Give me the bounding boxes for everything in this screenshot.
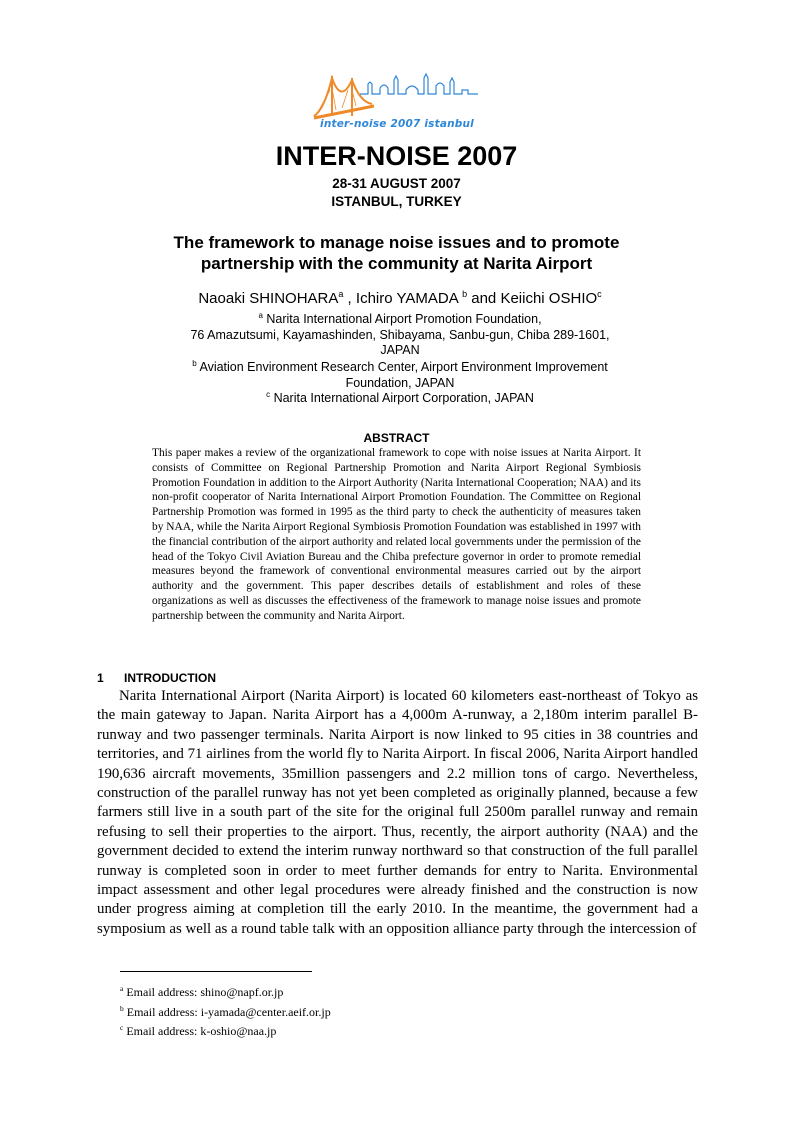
abstract-text: This paper makes a review of the organizational framework to cope with noise issues at Narita Airport. It consists of Committee on Regional Partnership Promotion and Narita Airport Regional Symbiosis Promotion Foundation in addition to the Airport Authority (Narita International Cooperation; NAA) and its non-profit cooperator of Narita International Airport Promotion Foundation. The Committee on Regional Partnership Promotion was formed in 1995 as the third party to check the authenticity of measures taken by NAA, while the Narita Airport Regional Symbiosis Promotion Foundation was established in 1997 with the financial contribution of the airport authority and related local governments under the permission of the head of the Tokyo Civil Aviation Bureau and the Chiba prefecture governor in order to promote remedial measures beyond the framework of conventional environmental measures carried out by the airport authority and the government. This paper describes details of establishment and roles of these organizations as well as discusses the effectiveness of the framework to manage noise issues and promote partnership between the community and Narita Airport. [152, 447, 641, 622]
author-separator: and [467, 290, 501, 307]
affiliation-a [100, 308, 700, 359]
bridge-graphic [314, 76, 374, 118]
footnote [120, 981, 520, 1001]
affiliation-line: JAPAN [380, 343, 420, 358]
affiliation-mark: b [192, 359, 197, 368]
footnote-text: Email address: i-yamada@center.aeif.or.jp [126, 1004, 331, 1019]
paper-title [120, 232, 673, 274]
affiliation-line: Narita International Airport Corporation, JAPAN [273, 391, 534, 406]
footnote-divider [120, 971, 312, 972]
paper-title-line: partnership with the community at Narita Airport [200, 254, 593, 273]
section-number: 1 [97, 671, 104, 685]
footnote-text: Email address: shino@napf.or.jp [126, 985, 284, 999]
affiliation-mark: a [258, 311, 263, 320]
section-heading [97, 671, 216, 685]
affiliation-line: 76 Amazutsumi, Kayamashinden, Shibayama, Sanbu-gun, Chiba 289-1601, [190, 327, 610, 342]
conference-date: 28-31 AUGUST 2007 [332, 176, 461, 191]
author-mark: b [462, 289, 468, 299]
footnote [120, 1020, 520, 1040]
author-list [100, 289, 700, 307]
paper-title-line: The framework to manage noise issues and to promote [173, 233, 620, 252]
affiliation-mark: c [266, 390, 271, 399]
logo-caption: inter-noise 2007 istanbul [320, 118, 474, 130]
affiliation-line: Foundation, JAPAN [345, 375, 455, 390]
footnotes [120, 981, 520, 1040]
affiliation-c [100, 387, 700, 407]
author-name: Keiichi OSHIO [500, 290, 598, 307]
conference-title: INTER-NOISE 2007 [275, 141, 518, 171]
author-name: Naoaki SHINOHARA [198, 290, 339, 307]
section-body-text: Narita International Airport (Narita Airport) is located 60 kilometers east-northeast of Tokyo as the main gateway to Japan. Narita Airport has a 4,000m A-runway, a 2,180m interim parallel B-runway and two passenger terminals. Narita Airport is now linked to 95 cities in 38 countries and territories, and 71 airlines from the world fly to Narita Airport. In fiscal 2006, Narita Airport handled 190,636 aircraft movements, 35million passengers and 2.2 million tons of cargo. Nevertheless, construction of the parallel runway has not yet been completed as originally planned, because a few farmers still live in a south part of the site for the original full 2500m parallel runway and remain refusing to sell their properties to the airport. Thus, recently, the airport authority (NAA) and the government decided to extend the interim runway northward so that construction of the full parallel runway is completed soon in order to meet further demands for entry to Narita. Environmental impact assessment and other legal procedures were already finished and the construction is now under progress aiming at completion till the early 2010. In the meantime, the government had a symposium as well as a round table talk with an opposition alliance party through the intercession of [97, 688, 698, 937]
author-mark: a [338, 289, 344, 299]
author-separator: , [343, 290, 356, 307]
footnote-text: Email address: k-oshio@naa.jp [126, 1024, 277, 1038]
footnote [120, 1001, 520, 1021]
abstract-heading: ABSTRACT [363, 431, 430, 445]
affiliation-line: Aviation Environment Research Center, Airport Environment Improvement [199, 360, 608, 375]
footnote-mark: a [120, 984, 124, 993]
section-title: INTRODUCTION [124, 671, 216, 685]
author-mark: c [597, 289, 602, 299]
conference-location: ISTANBUL, TURKEY [331, 194, 462, 209]
skyline-graphic [360, 74, 478, 94]
author-name: Ichiro YAMADA [355, 290, 458, 307]
footnote-mark: b [120, 1003, 124, 1013]
affiliation-b [100, 356, 700, 391]
footnote-mark: c [120, 1023, 124, 1032]
affiliation-line: Narita International Airport Promotion Foundation, [266, 312, 542, 327]
